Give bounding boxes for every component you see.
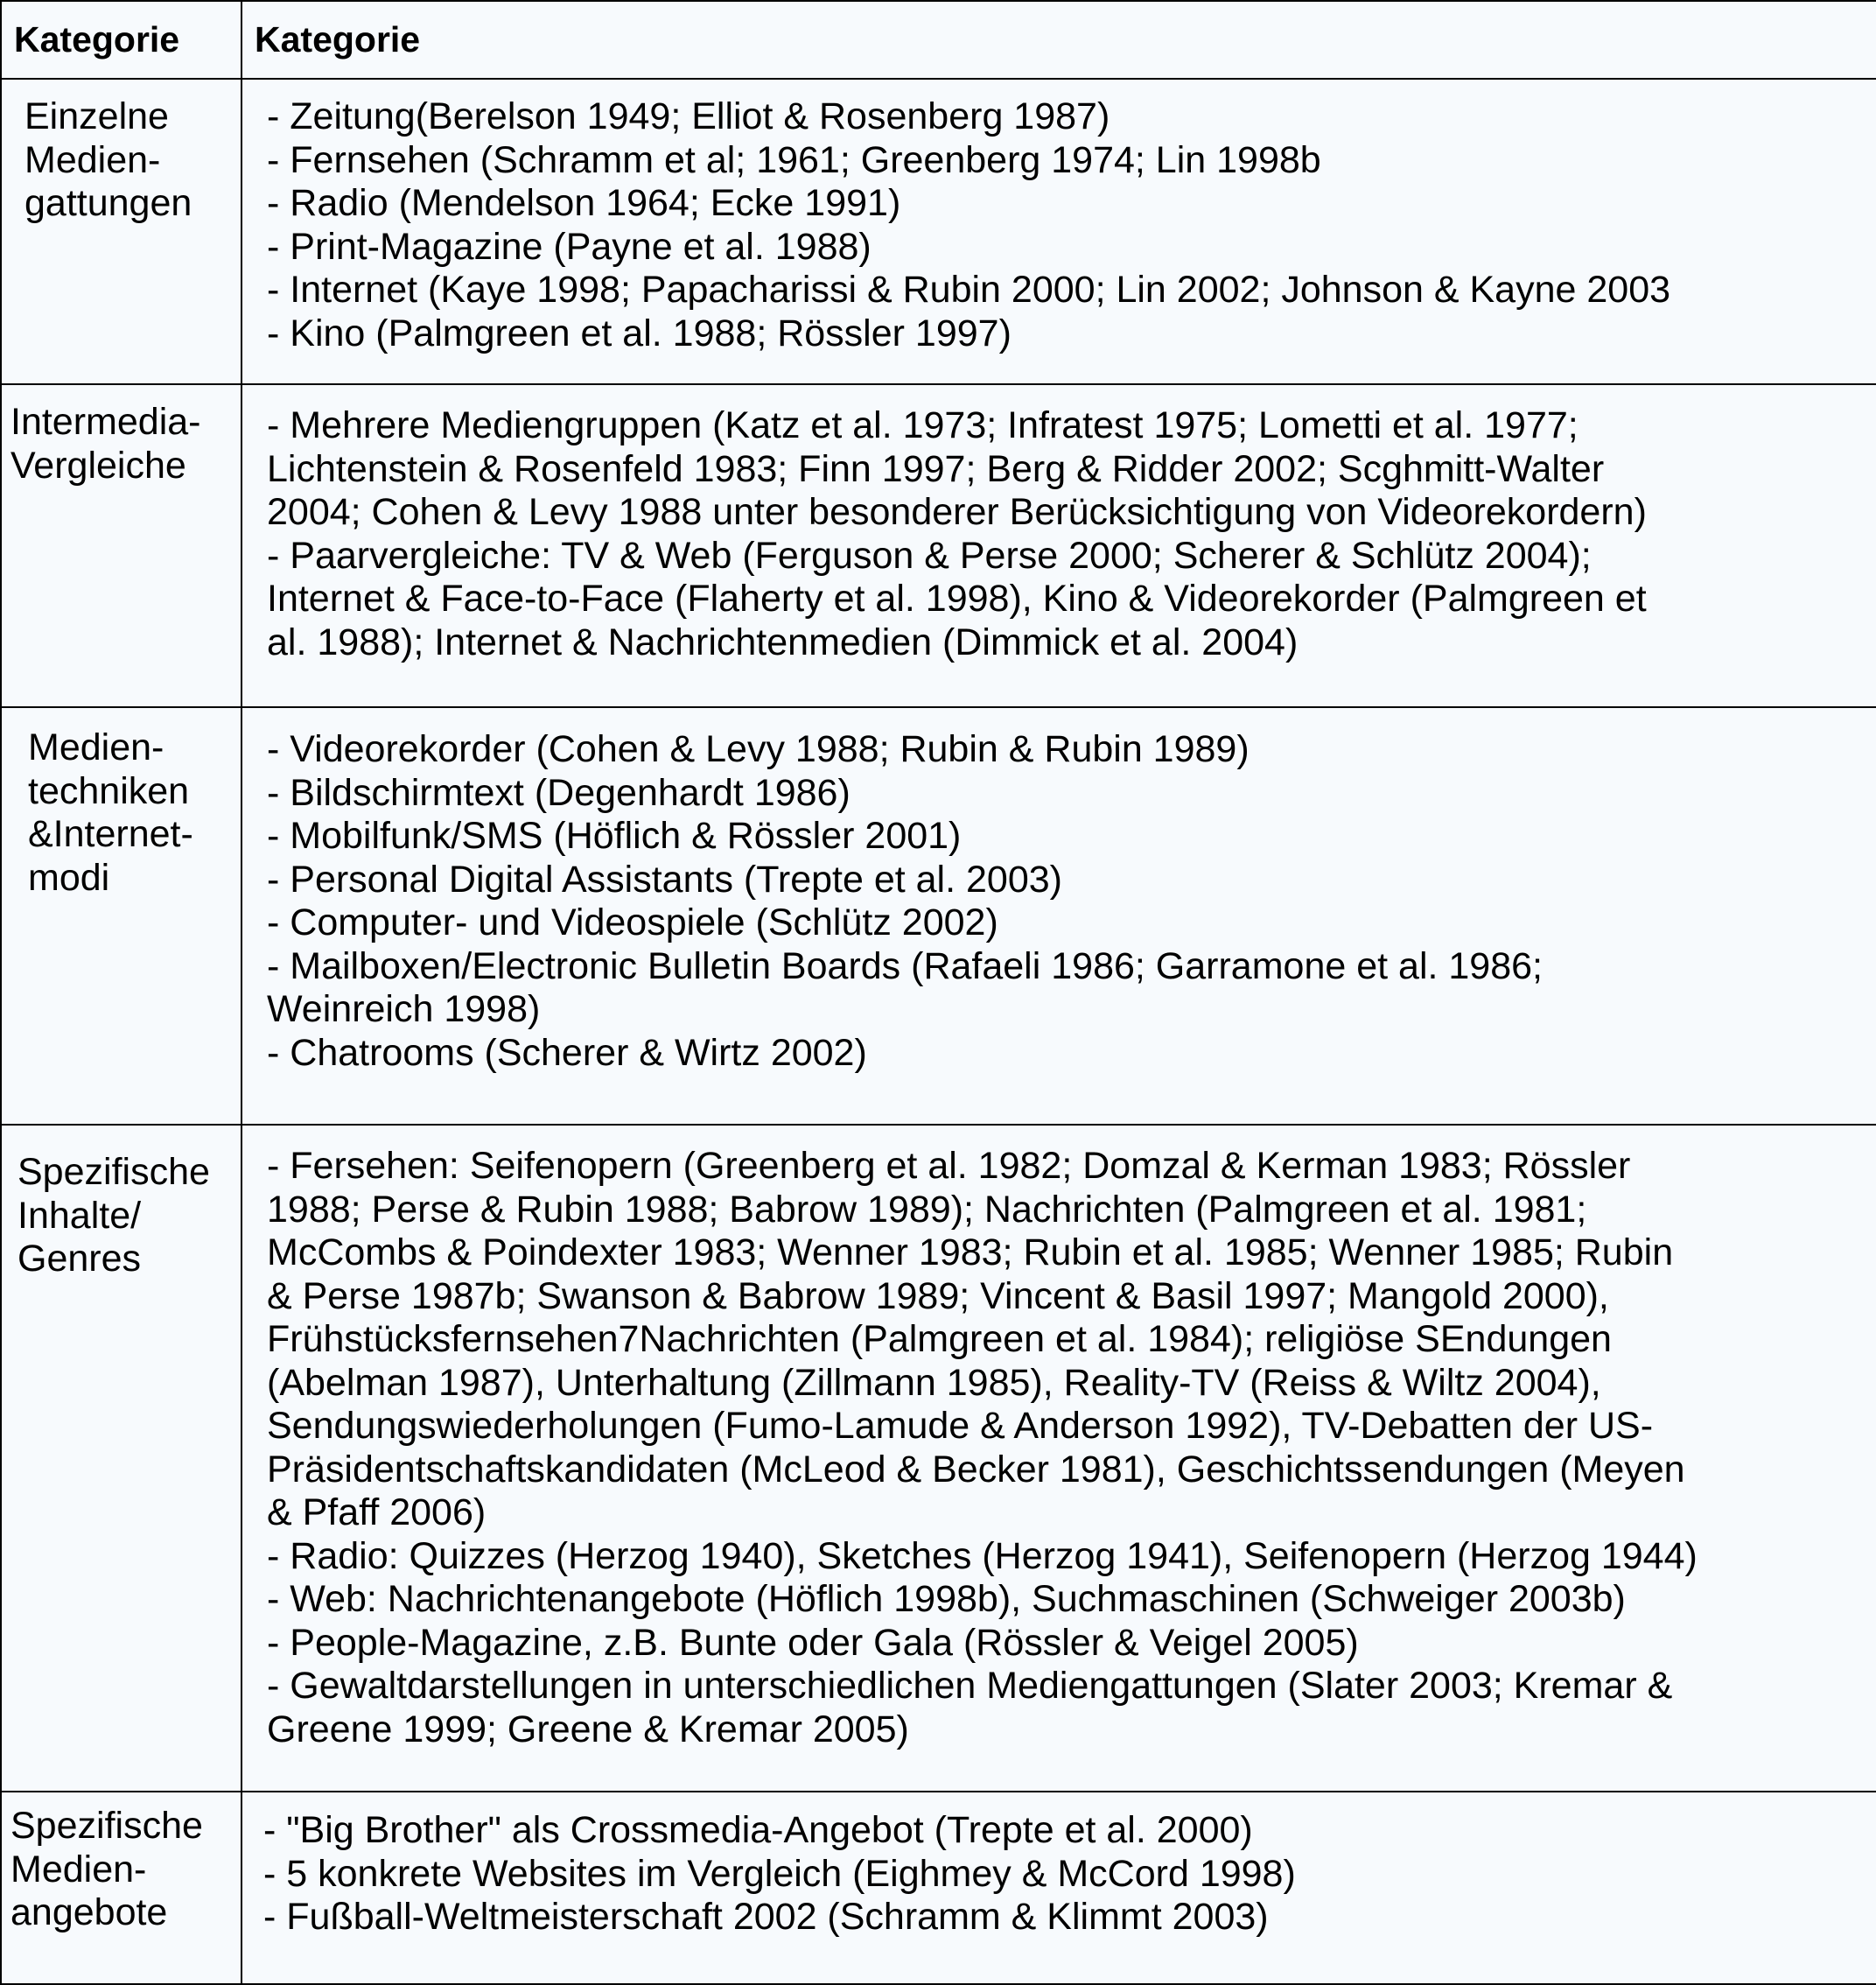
content-line: Weinreich 1998) <box>267 988 541 1030</box>
content-line: - Fernsehen (Schramm et al; 1961; Greenberg 1974; Lin 1998b <box>267 138 1321 181</box>
content-line: - People-Magazine, z.B. Bunte oder Gala (Rössler & Veigel 2005) <box>267 1621 1359 1664</box>
category-cell <box>1 707 242 1125</box>
category-line: Intermedia- <box>10 401 201 443</box>
content-line: - Zeitung(Berelson 1949; Elliot & Rosenberg 1987) <box>267 95 1110 137</box>
content-line: al. 1988); Internet & Nachrichtenmedien (Dimmick et al. 2004) <box>267 621 1298 663</box>
content-line: - Mailboxen/Electronic Bulletin Boards (Rafaeli 1986; Garramone et al. 1986; <box>267 944 1543 987</box>
content-line: Lichtenstein & Rosenfeld 1983; Finn 1997; Berg & Ridder 2002; Scghmitt-Walter <box>267 447 1605 490</box>
category-line: Einzelne <box>24 95 169 137</box>
content-line: - Computer- und Videospiele (Schlütz 2002) <box>267 901 998 943</box>
category-line: Medien- <box>24 138 161 181</box>
category-line: gattungen <box>24 182 192 224</box>
table-row <box>1 707 1876 1125</box>
content-line: - Web: Nachrichtenangebote (Höflich 1998b), Suchmaschinen (Schweiger 2003b) <box>267 1578 1626 1620</box>
content-line: 1988; Perse & Rubin 1988; Babrow 1989); Nachrichten (Palmgreen et al. 1981; <box>267 1188 1587 1231</box>
category-line: Spezifische <box>10 1805 203 1847</box>
content-line: - Internet (Kaye 1998; Papacharissi & Rubin 2000; Lin 2002; Johnson & Kayne 2003 <box>267 269 1671 311</box>
category-line: Spezifische <box>18 1151 210 1193</box>
content-line: - Kino (Palmgreen et al. 1988; Rössler 1997) <box>267 312 1012 354</box>
category-line: Medien- <box>10 1848 147 1890</box>
category-line: Medien- <box>28 726 164 768</box>
content-line: - Videorekorder (Cohen & Levy 1988; Rubin & Rubin 1989) <box>267 728 1250 770</box>
category-cell <box>1 79 242 384</box>
content-line: Greene 1999; Greene & Kremar 2005) <box>267 1708 909 1750</box>
content-line: Frühstücksfernsehen7Nachrichten (Palmgreen et al. 1984); religiöse SEndungen <box>267 1318 1612 1360</box>
content-line: - Mobilfunk/SMS (Höflich & Rössler 2001) <box>267 815 962 857</box>
category-line: angebote <box>10 1891 168 1933</box>
category-line: Inhalte/ <box>18 1194 142 1237</box>
table-row <box>1 384 1876 707</box>
content-line: - Mehrere Mediengruppen (Katz et al. 1973; Infratest 1975; Lometti et al. 1977; <box>267 404 1578 446</box>
content-line: & Perse 1987b; Swanson & Babrow 1989; Vincent & Basil 1997; Mangold 2000), <box>267 1274 1609 1317</box>
content-line: Internet & Face-to-Face (Flaherty et al. 1998), Kino & Videorekorder (Palmgreen et <box>267 578 1647 620</box>
category-line: Vergleiche <box>10 444 186 487</box>
content-line: - "Big Brother" als Crossmedia-Angebot (Trepte et al. 2000) <box>263 1809 1253 1851</box>
category-line: techniken <box>28 769 190 812</box>
content-line: Präsidentschaftskandidaten (McLeod & Becker 1981), Geschichtssendungen (Meyen <box>267 1448 1685 1491</box>
content-line: 2004; Cohen & Levy 1988 unter besonderer Berücksichtigung von Videorekordern) <box>267 491 1647 533</box>
content-cell <box>242 79 1876 384</box>
category-cell <box>1 1125 242 1792</box>
table-header-row <box>1 1 1876 79</box>
content-line: McCombs & Poindexter 1983; Wenner 1983; Rubin et al. 1985; Wenner 1985; Rubin <box>267 1231 1674 1273</box>
table-row <box>1 1792 1876 1984</box>
content-line: - Personal Digital Assistants (Trepte et al. 2003) <box>267 858 1062 901</box>
content-line: - Fußball-Weltmeisterschaft 2002 (Schramm & Klimmt 2003) <box>263 1896 1269 1938</box>
content-cell <box>242 707 1876 1125</box>
content-line: - Bildschirmtext (Degenhardt 1986) <box>267 771 850 814</box>
content-line: - Print-Magazine (Payne et al. 1988) <box>267 225 872 268</box>
category-line: modi <box>28 856 110 899</box>
content-line: (Abelman 1987), Unterhaltung (Zillmann 1985), Reality-TV (Reiss & Wiltz 2004), <box>267 1361 1601 1404</box>
category-cell <box>1 384 242 707</box>
content-line: - Fersehen: Seifenopern (Greenberg et al. 1982; Domzal & Kerman 1983; Rössler <box>267 1145 1631 1187</box>
content-line: - Gewaltdarstellungen in unterschiedlichen Mediengattungen (Slater 2003; Kremar & <box>267 1665 1673 1707</box>
content-cell <box>242 1792 1876 1984</box>
category-cell <box>1 1792 242 1984</box>
content-line: & Pfaff 2006) <box>267 1491 486 1533</box>
table-row <box>1 79 1876 384</box>
category-line: Genres <box>18 1238 142 1280</box>
content-line: - 5 konkrete Websites im Vergleich (Eighmey & McCord 1998) <box>263 1852 1296 1895</box>
content-line: - Paarvergleiche: TV & Web (Ferguson & Perse 2000; Scherer & Schlütz 2004); <box>267 534 1592 577</box>
category-line: &Internet- <box>28 813 193 855</box>
content-line: - Chatrooms (Scherer & Wirtz 2002) <box>267 1031 867 1074</box>
content-cell <box>242 384 1876 707</box>
header-category: Kategorie <box>1 1 242 79</box>
header-category-2: Kategorie <box>242 1 1876 79</box>
content-line: - Radio (Mendelson 1964; Ecke 1991) <box>267 182 901 224</box>
table-row <box>1 1125 1876 1792</box>
content-cell <box>242 1125 1876 1792</box>
content-line: - Radio: Quizzes (Herzog 1940), Sketches (Herzog 1941), Seifenopern (Herzog 1944) <box>267 1534 1698 1577</box>
content-line: Sendungswiederholungen (Fumo-Lamude & Anderson 1992), TV-Debatten der US- <box>267 1405 1654 1447</box>
